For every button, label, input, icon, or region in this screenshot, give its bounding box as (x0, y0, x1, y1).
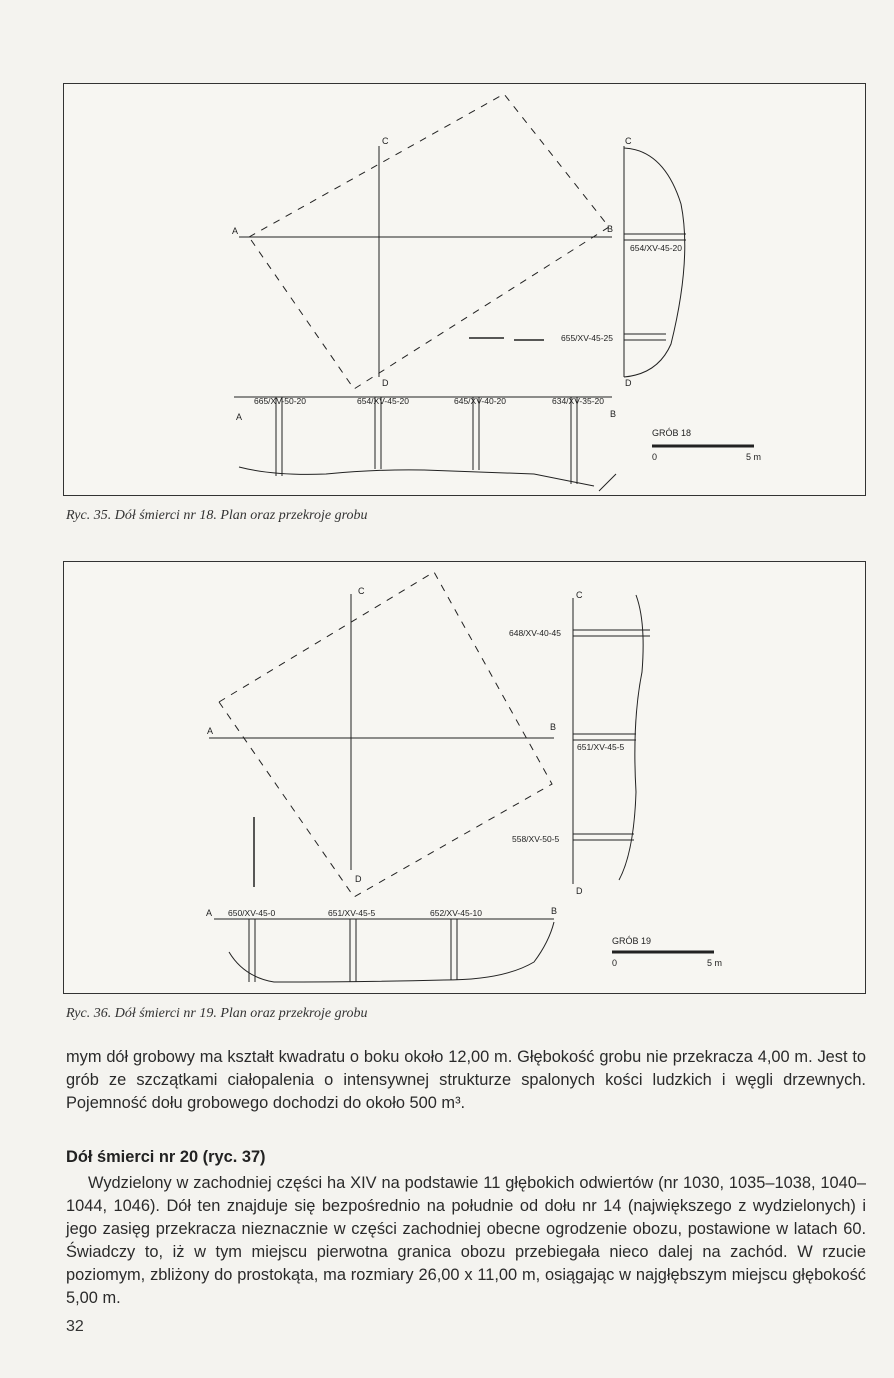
ab-section-profile (239, 467, 594, 486)
scale-end: 5 m (707, 958, 723, 968)
grave-title: GRÓB 19 (612, 936, 652, 946)
figure-36 (63, 561, 866, 994)
figure-36-drawing (64, 562, 867, 995)
cd-section-profile (624, 148, 685, 377)
label-d: D (382, 378, 389, 388)
ab-label-4: 634/XV-35-20 (552, 396, 604, 406)
pit-outline (219, 572, 552, 897)
section-label-b: B (610, 409, 617, 419)
label-c: C (358, 586, 365, 596)
paragraph-2: Wydzielony w zachodniej części ha XIV na podstawie 11 głębokich odwiertów (nr 1030, 1035–1038, 1040–1044, 1046). Dół ten znajduje się bezpośrednio na południe od dołu nr 14 (największego z wydzielonych) i jego zasięg przekracza nieznacznie w części zachodniej obecne ogrodzenie obozu, postawione w latach 60. Świadczy to, iż w tym miejscu pierwotna granica obozu przebiegała nieco dalej na zachód. W rzucie poziomym, zbliżony do prostokąta, ma rozmiary 26,00 x 11,00 m, osiągając w najgłębszym miejscu głębokość 5,00 m. (66, 1174, 866, 1307)
figure-35-drawing (64, 84, 867, 497)
figure-35 (63, 83, 866, 496)
cd-label-3: 558/XV-50-5 (512, 834, 560, 844)
label-b: B (607, 224, 614, 234)
figure-35-caption: Ryc. 35. Dół śmierci nr 18. Plan oraz przekroje grobu (66, 508, 368, 523)
label-c: C (382, 136, 389, 146)
pit-outline (249, 94, 609, 389)
ab-label-1: 665/XV-50-20 (254, 396, 306, 406)
scale-end: 5 m (746, 452, 762, 462)
cd-section-profile (619, 595, 643, 880)
ab-section-profile (229, 922, 554, 982)
section-label-d: D (625, 378, 632, 388)
ab-label-3: 645/XV-40-20 (454, 396, 506, 406)
ab-label-2: 654/XV-45-20 (357, 396, 409, 406)
section-heading: Dół śmierci nr 20 (ryc. 37) (66, 1148, 266, 1166)
figure-36-caption: Ryc. 36. Dół śmierci nr 19. Plan oraz przekroje grobu (66, 1006, 368, 1021)
section-label-c: C (576, 590, 583, 600)
page-number: 32 (66, 1318, 84, 1335)
section-label-c: C (625, 136, 632, 146)
scale-zero: 0 (612, 958, 618, 968)
section-label-a: A (236, 412, 243, 422)
section-label-d: D (576, 886, 583, 896)
section-label-a: A (206, 908, 213, 918)
scale-zero: 0 (652, 452, 658, 462)
label-a: A (232, 226, 239, 236)
cd-label-2: 655/XV-45-25 (561, 333, 613, 343)
cd-label-1: 648/XV-40-45 (509, 628, 561, 638)
cd-label-2: 651/XV-45-5 (577, 742, 625, 752)
section-label-b: B (551, 906, 558, 916)
label-a: A (207, 726, 214, 736)
ab-label-2: 651/XV-45-5 (328, 908, 376, 918)
ab-label-1: 650/XV-45-0 (228, 908, 276, 918)
paragraph-1: mym dół grobowy ma kształt kwadratu o boku około 12,00 m. Głębokość grobu nie przekracza 4,00 m. Jest to grób ze szczątkami ciałopalenia o intensywnej strukturze spalonych kości ludzkich i węgli drzewnych. Pojemność dołu grobowego dochodzi do około 500 m³. (66, 1048, 866, 1112)
ab-label-3: 652/XV-45-10 (430, 908, 482, 918)
cd-label-1: 654/XV-45-20 (630, 243, 682, 253)
label-d: D (355, 874, 362, 884)
label-b: B (550, 722, 557, 732)
grave-title: GRÓB 18 (652, 428, 692, 438)
